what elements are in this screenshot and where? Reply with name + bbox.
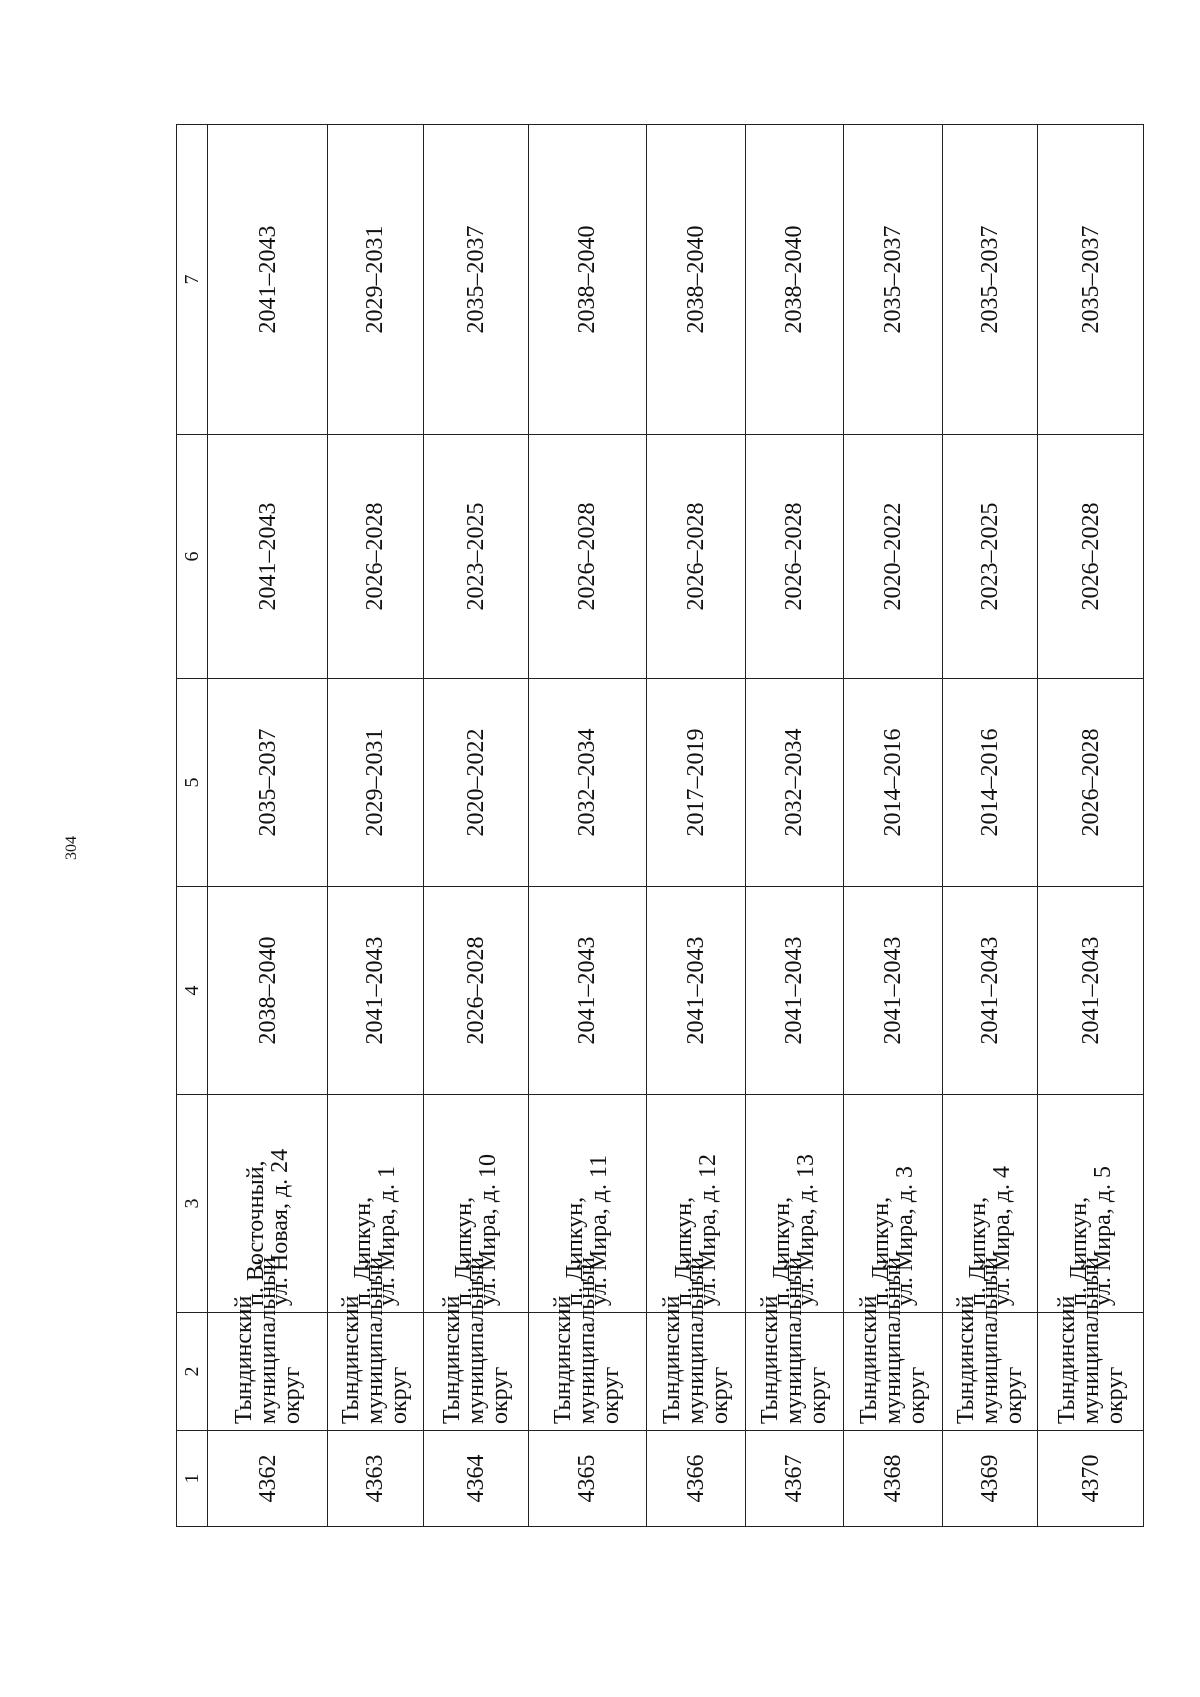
- address-locality: п. Дипкун,: [450, 1196, 477, 1306]
- address-cell: [1038, 1095, 1144, 1313]
- period-cell-col6: 2023–2025: [423, 435, 529, 679]
- address-street: ул. Мира, д. 12: [694, 1154, 721, 1306]
- district-cell: Тындинский муниципальный округ: [746, 1313, 843, 1431]
- address-street: ул. Мира, д. 4: [989, 1166, 1016, 1306]
- period-cell-col4: 2026–2028: [423, 887, 529, 1095]
- row-number-cell: 4367: [746, 1431, 843, 1527]
- period-cell-col5: 2014–2016: [943, 679, 1038, 887]
- period-cell-col6: 2023–2025: [943, 435, 1038, 679]
- table-row: [646, 125, 745, 1527]
- table-header-row: [177, 125, 208, 1527]
- table-row: [943, 125, 1038, 1527]
- period-cell-col6: 2026–2028: [1038, 435, 1144, 679]
- period-cell-col7: 2038–2040: [529, 125, 647, 435]
- period-cell-col5: 2026–2028: [1038, 679, 1144, 887]
- period-cell-col7: 2038–2040: [646, 125, 745, 435]
- table-row: [746, 125, 843, 1527]
- period-cell-col4: 2041–2043: [328, 887, 423, 1095]
- address-cell: [529, 1095, 647, 1313]
- period-cell-col4: 2041–2043: [746, 887, 843, 1095]
- period-cell-col4: 2041–2043: [943, 887, 1038, 1095]
- address-cell: [843, 1095, 942, 1313]
- period-cell-col7: 2035–2037: [1038, 125, 1144, 435]
- page-number: 304: [63, 836, 80, 860]
- row-number-cell: 4362: [208, 1431, 328, 1527]
- address-locality: п. Дипкун,: [350, 1196, 377, 1306]
- district-cell: Тындинский муниципальный округ: [529, 1313, 647, 1431]
- district-cell: Тындинский муниципальный округ: [328, 1313, 423, 1431]
- table-row: [529, 125, 647, 1527]
- address-street: ул. Новая, д. 24: [266, 1148, 293, 1306]
- district-cell: Тындинский муниципальный округ: [1038, 1313, 1144, 1431]
- period-cell-col5: 2032–2034: [529, 679, 647, 887]
- address-cell: [423, 1095, 529, 1313]
- period-cell-col5: 2029–2031: [328, 679, 423, 887]
- period-cell-col6: 2041–2043: [208, 435, 328, 679]
- data-table-container: [176, 125, 1144, 1527]
- header-cell: 1: [177, 1431, 208, 1527]
- table-row: [208, 125, 328, 1527]
- table-row: [1038, 125, 1144, 1527]
- period-cell-col7: 2038–2040: [746, 125, 843, 435]
- address-locality: п. Дипкун,: [965, 1196, 992, 1306]
- period-cell-col6: 2026–2028: [746, 435, 843, 679]
- address-street: ул. Мира, д. 3: [891, 1166, 918, 1306]
- header-cell: 3: [177, 1095, 208, 1313]
- period-cell-col5: 2032–2034: [746, 679, 843, 887]
- period-cell-col7: 2035–2037: [843, 125, 942, 435]
- row-number-cell: 4365: [529, 1431, 647, 1527]
- header-cell: 6: [177, 435, 208, 679]
- address-street: ул. Мира, д. 1: [374, 1166, 401, 1306]
- address-street: ул. Мира, д. 11: [586, 1154, 613, 1306]
- address-street: ул. Мира, д. 10: [474, 1154, 501, 1306]
- row-number-cell: 4366: [646, 1431, 745, 1527]
- table-row: [423, 125, 529, 1527]
- row-number-cell: 4363: [328, 1431, 423, 1527]
- district-cell: Тындинский муниципальный округ: [208, 1313, 328, 1431]
- period-cell-col5: 2014–2016: [843, 679, 942, 887]
- table-row: [843, 125, 942, 1527]
- address-locality: п. Дипкун,: [1065, 1196, 1092, 1306]
- row-number-cell: 4364: [423, 1431, 529, 1527]
- period-cell-col7: 2035–2037: [423, 125, 529, 435]
- period-cell-col6: 2020–2022: [843, 435, 942, 679]
- period-cell-col4: 2038–2040: [208, 887, 328, 1095]
- period-cell-col5: 2035–2037: [208, 679, 328, 887]
- period-cell-col6: 2026–2028: [328, 435, 423, 679]
- address-street: ул. Мира, д. 13: [793, 1154, 820, 1306]
- address-cell: [208, 1095, 328, 1313]
- row-number-cell: 4369: [943, 1431, 1038, 1527]
- period-cell-col5: 2020–2022: [423, 679, 529, 887]
- district-cell: Тындинский муниципальный округ: [646, 1313, 745, 1431]
- period-cell-col4: 2041–2043: [843, 887, 942, 1095]
- header-cell: 7: [177, 125, 208, 435]
- district-cell: Тындинский муниципальный округ: [943, 1313, 1038, 1431]
- header-cell: 5: [177, 679, 208, 887]
- address-street: ул. Мира, д. 5: [1089, 1166, 1116, 1306]
- period-cell-col6: 2026–2028: [529, 435, 647, 679]
- district-cell: Тындинский муниципальный округ: [423, 1313, 529, 1431]
- period-cell-col7: 2035–2037: [943, 125, 1038, 435]
- period-cell-col5: 2017–2019: [646, 679, 745, 887]
- period-cell-col4: 2041–2043: [646, 887, 745, 1095]
- address-locality: п. Восточный,: [242, 1160, 269, 1306]
- table-row: [328, 125, 423, 1527]
- period-cell-col4: 2041–2043: [1038, 887, 1144, 1095]
- header-cell: 2: [177, 1313, 208, 1431]
- address-cell: [328, 1095, 423, 1313]
- data-table: [176, 124, 1144, 1527]
- address-cell: [943, 1095, 1038, 1313]
- period-cell-col7: 2041–2043: [208, 125, 328, 435]
- row-number-cell: 4370: [1038, 1431, 1144, 1527]
- address-cell: [646, 1095, 745, 1313]
- period-cell-col6: 2026–2028: [646, 435, 745, 679]
- period-cell-col7: 2029–2031: [328, 125, 423, 435]
- period-cell-col4: 2041–2043: [529, 887, 647, 1095]
- address-locality: п. Дипкун,: [769, 1196, 796, 1306]
- address-cell: [746, 1095, 843, 1313]
- address-locality: п. Дипкун,: [867, 1196, 894, 1306]
- address-locality: п. Дипкун,: [562, 1196, 589, 1306]
- header-cell: 4: [177, 887, 208, 1095]
- district-cell: Тындинский муниципальный округ: [843, 1313, 942, 1431]
- row-number-cell: 4368: [843, 1431, 942, 1527]
- address-locality: п. Дипкун,: [670, 1196, 697, 1306]
